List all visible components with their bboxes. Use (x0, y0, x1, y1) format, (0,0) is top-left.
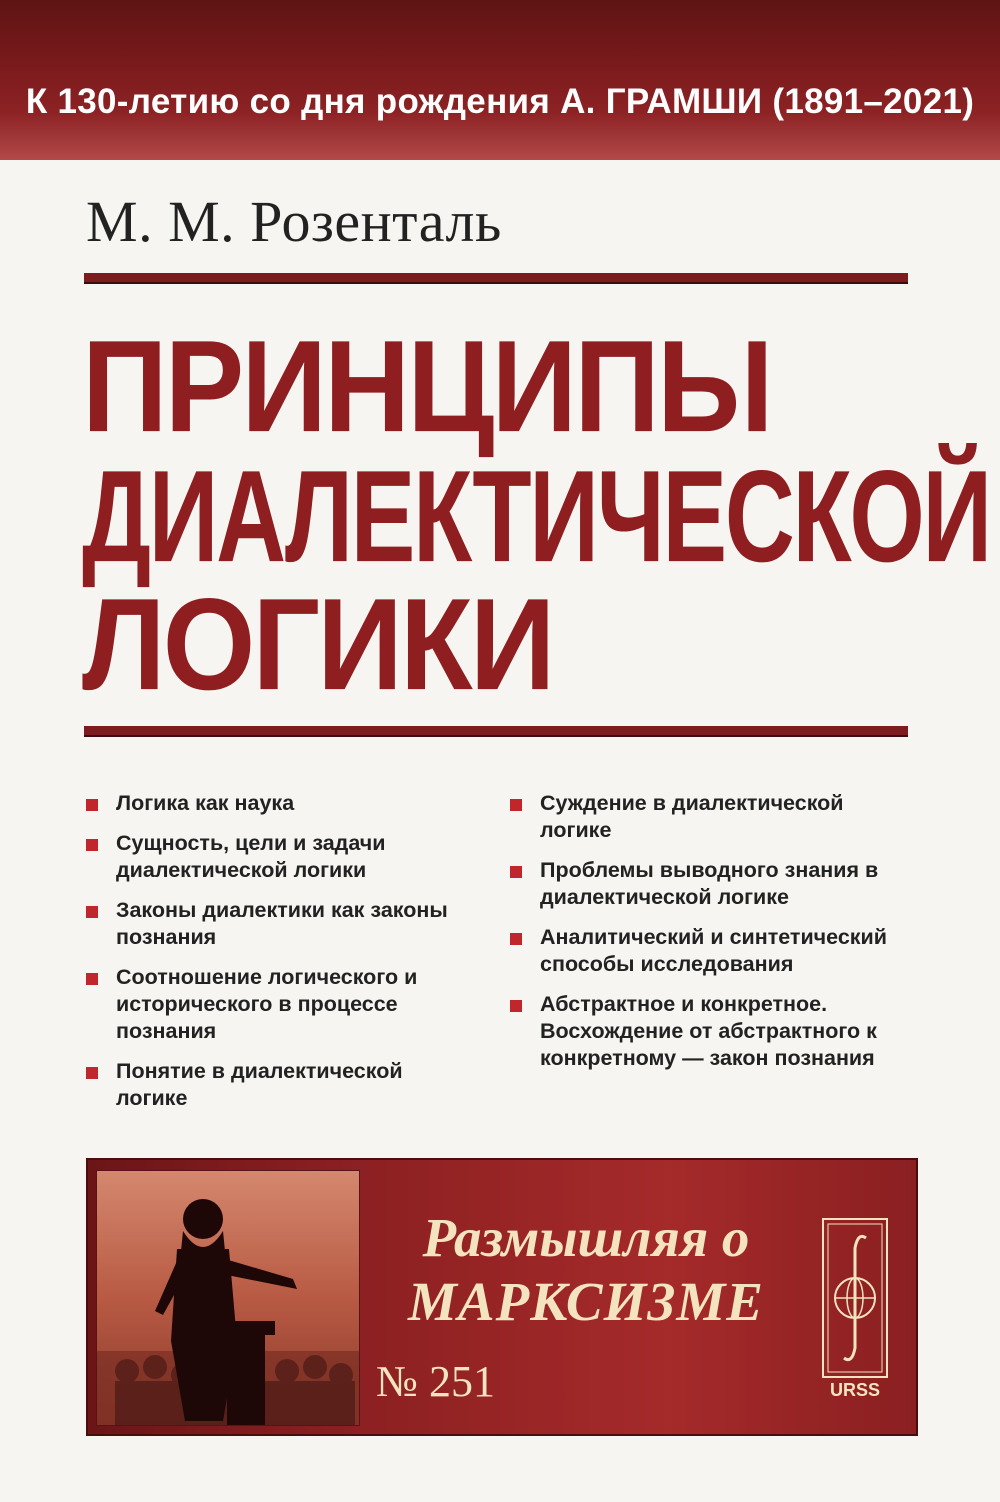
contents-item-text: Абстрактное и конкретное. Восхождение от абстрактного к конкретному — закон познания (540, 992, 877, 1070)
contents-item-text: Проблемы выводного знания в диалектической логике (540, 858, 879, 909)
square-bullet-icon (86, 799, 98, 811)
orator-illustration (96, 1170, 360, 1426)
square-bullet-icon (510, 933, 522, 945)
contents-left-column (86, 790, 466, 1125)
title-line-3: ЛОГИКИ (82, 571, 553, 718)
contents-right-column (510, 790, 890, 1085)
square-bullet-icon (86, 906, 98, 918)
contents-item (86, 1058, 466, 1112)
square-bullet-icon (510, 1000, 522, 1012)
contents-item (510, 924, 890, 978)
contents-item (86, 790, 466, 817)
series-title-line-1: Размышляя о (422, 1207, 750, 1268)
contents-item-text: Законы диалектики как законы познания (116, 898, 448, 949)
contents-item-text: Логика как наука (116, 791, 295, 815)
contents-item-text: Суждение в диалектической логике (540, 791, 844, 842)
top-band (0, 0, 1000, 160)
contents-item (510, 857, 890, 911)
divider-bottom (84, 726, 908, 737)
contents-item-text: Аналитический и синтетический способы исследования (540, 925, 887, 976)
contents-item (510, 790, 890, 844)
square-bullet-icon (510, 866, 522, 878)
contents-item (86, 964, 466, 1045)
square-bullet-icon (86, 839, 98, 851)
series-panel (86, 1158, 918, 1436)
title-line-2: ДИАЛЕКТИЧЕСКОЙ (82, 443, 990, 590)
contents-item-text: Сущность, цели и задачи диалектической логики (116, 831, 386, 882)
title-line-1: ПРИНЦИПЫ (82, 313, 771, 460)
orator-silhouette-icon (97, 1171, 359, 1425)
contents-item (86, 897, 466, 951)
series-title-line-2: МАРКСИЗМЕ (408, 1271, 764, 1332)
contents-item-text: Понятие в диалектической логике (116, 1059, 403, 1110)
square-bullet-icon (510, 799, 522, 811)
anniversary-banner: К 130-летию со дня рождения А. ГРАМШИ (1891–2021) (25, 82, 975, 121)
divider-top (84, 273, 908, 284)
contents-item-text: Соотношение логического и исторического в процессе познания (116, 965, 418, 1043)
integral-globe-icon (822, 1218, 888, 1378)
series-number: № 251 (376, 1357, 495, 1406)
square-bullet-icon (86, 973, 98, 985)
contents-item (86, 830, 466, 884)
author-name: М. М. Розенталь (86, 189, 502, 254)
square-bullet-icon (86, 1067, 98, 1079)
contents-item (510, 991, 890, 1072)
publisher-label: URSS (829, 1380, 880, 1400)
